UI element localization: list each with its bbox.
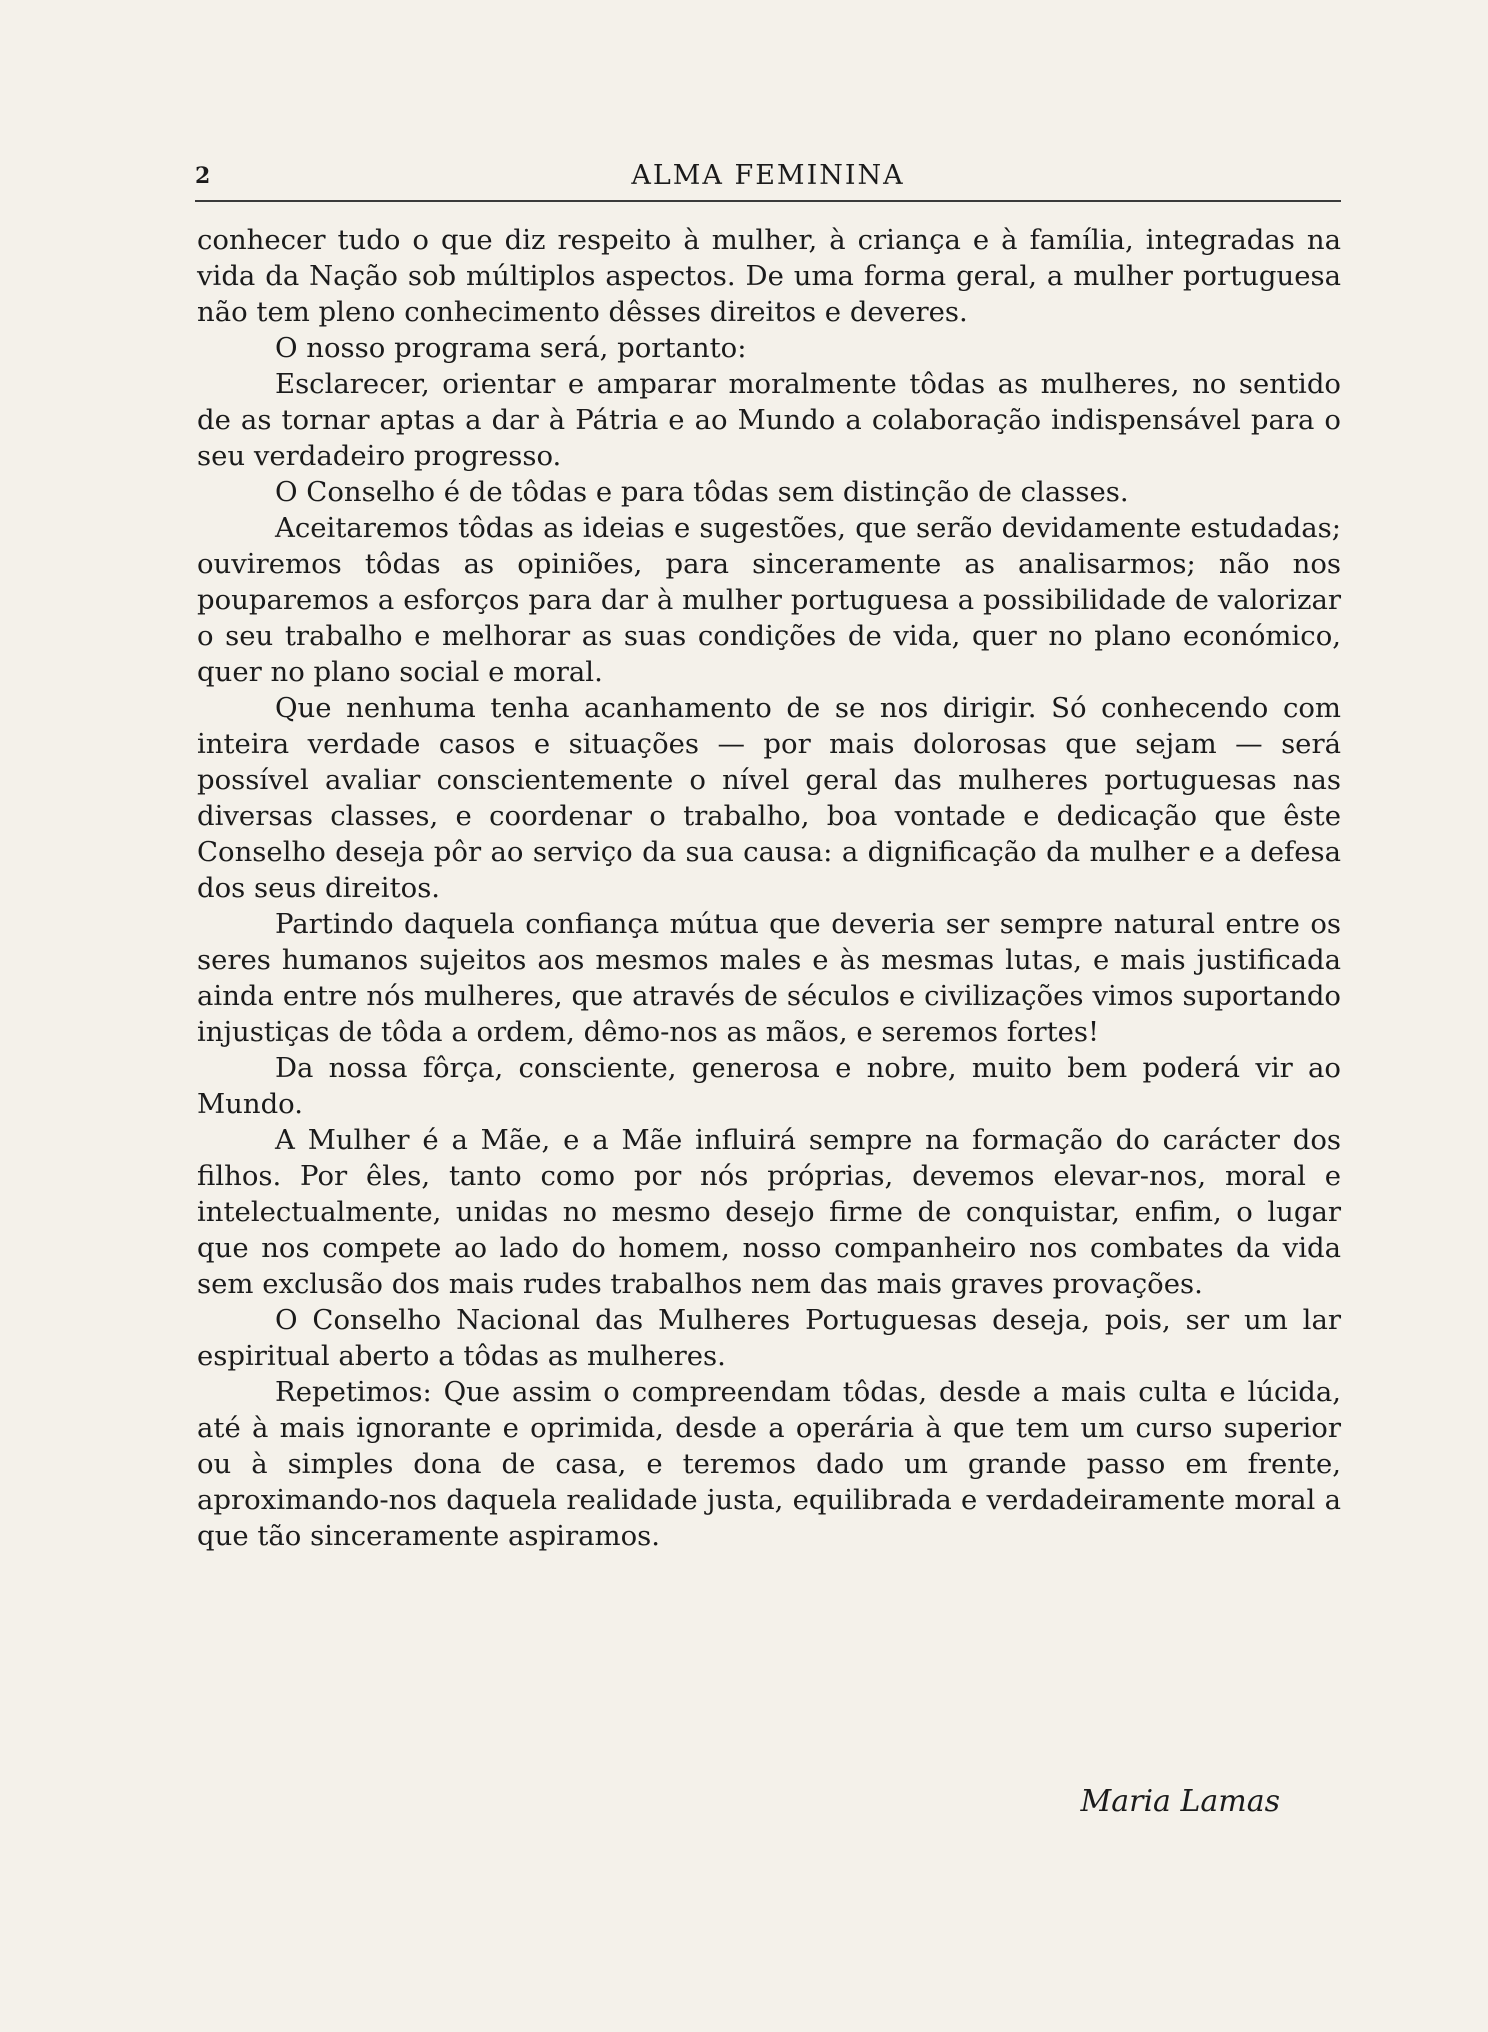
paragraph-2: O nosso programa será, portanto: bbox=[275, 332, 747, 364]
magazine-title: ALMA FEMININA bbox=[631, 160, 905, 191]
paragraph-1: conhecer tudo o que diz respeito à mulher, à criança e à família, integradas na vida da Nação sob múltiplos aspectos. De uma forma geral, a mulher portuguesa não tem pleno conhecimento dêsses direitos e deveres. bbox=[197, 224, 1341, 328]
author-signature: Maria Lamas bbox=[1080, 1784, 1280, 1819]
paragraph-5: Aceitaremos tôdas as ideias e sugestões, que serão devidamente estudadas; ouviremos tôdas as opiniões, para sinceramente as analisarmos; não nos pouparemos a esforços para dar à mulher portuguesa a possibilidade de valorizar o seu trabalho e melhorar as suas condições de vida, quer no plano económico, quer no plano social e moral. bbox=[197, 512, 1341, 688]
running-header bbox=[195, 158, 1341, 194]
paragraph-8: Da nossa fôrça, consciente, generosa e nobre, muito bem poderá vir ao Mundo. bbox=[197, 1052, 1341, 1120]
header-rule bbox=[195, 200, 1341, 202]
paragraph-3: Esclarecer, orientar e amparar moralmente tôdas as mulheres, no sentido de as tornar aptas a dar à Pátria e ao Mundo a colaboração indispensável para o seu verdadeiro progresso. bbox=[197, 368, 1341, 472]
paragraph-6: Que nenhuma tenha acanhamento de se nos dirigir. Só conhecendo com inteira verdade casos e situações — por mais dolorosas que sejam — será possível avaliar conscientemente o nível geral das mulheres portuguesas nas diversas classes, e coordenar o trabalho, boa vontade e dedicação que êste Conselho deseja pôr ao serviço da sua causa: a dignificação da mulher e a defesa dos seus direitos. bbox=[197, 692, 1341, 904]
paragraph-4: O Conselho é de tôdas e para tôdas sem distinção de classes. bbox=[275, 476, 1129, 508]
article-body bbox=[197, 222, 1341, 1554]
paragraph-9: A Mulher é a Mãe, e a Mãe influirá sempre na formação do carácter dos filhos. Por êles, tanto como por nós próprias, devemos elevar-nos, moral e intelectualmente, unidas no mesmo desejo firme de conquistar, enfim, o lugar que nos compete ao lado do homem, nosso companheiro nos combates da vida sem exclusão dos mais rudes trabalhos nem das mais graves provações. bbox=[197, 1124, 1341, 1300]
page-number: 2 bbox=[195, 163, 211, 189]
paragraph-10: O Conselho Nacional das Mulheres Portuguesas deseja, pois, ser um lar espiritual aberto a tôdas as mulheres. bbox=[197, 1304, 1341, 1372]
paragraph-11: Repetimos: Que assim o compreendam tôdas, desde a mais culta e lúcida, até à mais ignorante e oprimida, desde a operária à que tem um curso superior ou à simples dona de casa, e teremos dado um grande passo em frente, aproximando-nos daquela realidade justa, equilibrada e verdadeiramente moral a que tão sinceramente aspiramos. bbox=[197, 1376, 1341, 1552]
paragraph-7: Partindo daquela confiança mútua que deveria ser sempre natural entre os seres humanos sujeitos aos mesmos males e às mesmas lutas, e mais justificada ainda entre nós mulheres, que através de séculos e civilizações vimos suportando injustiças de tôda a ordem, dêmo-nos as mãos, e seremos fortes! bbox=[197, 908, 1341, 1048]
